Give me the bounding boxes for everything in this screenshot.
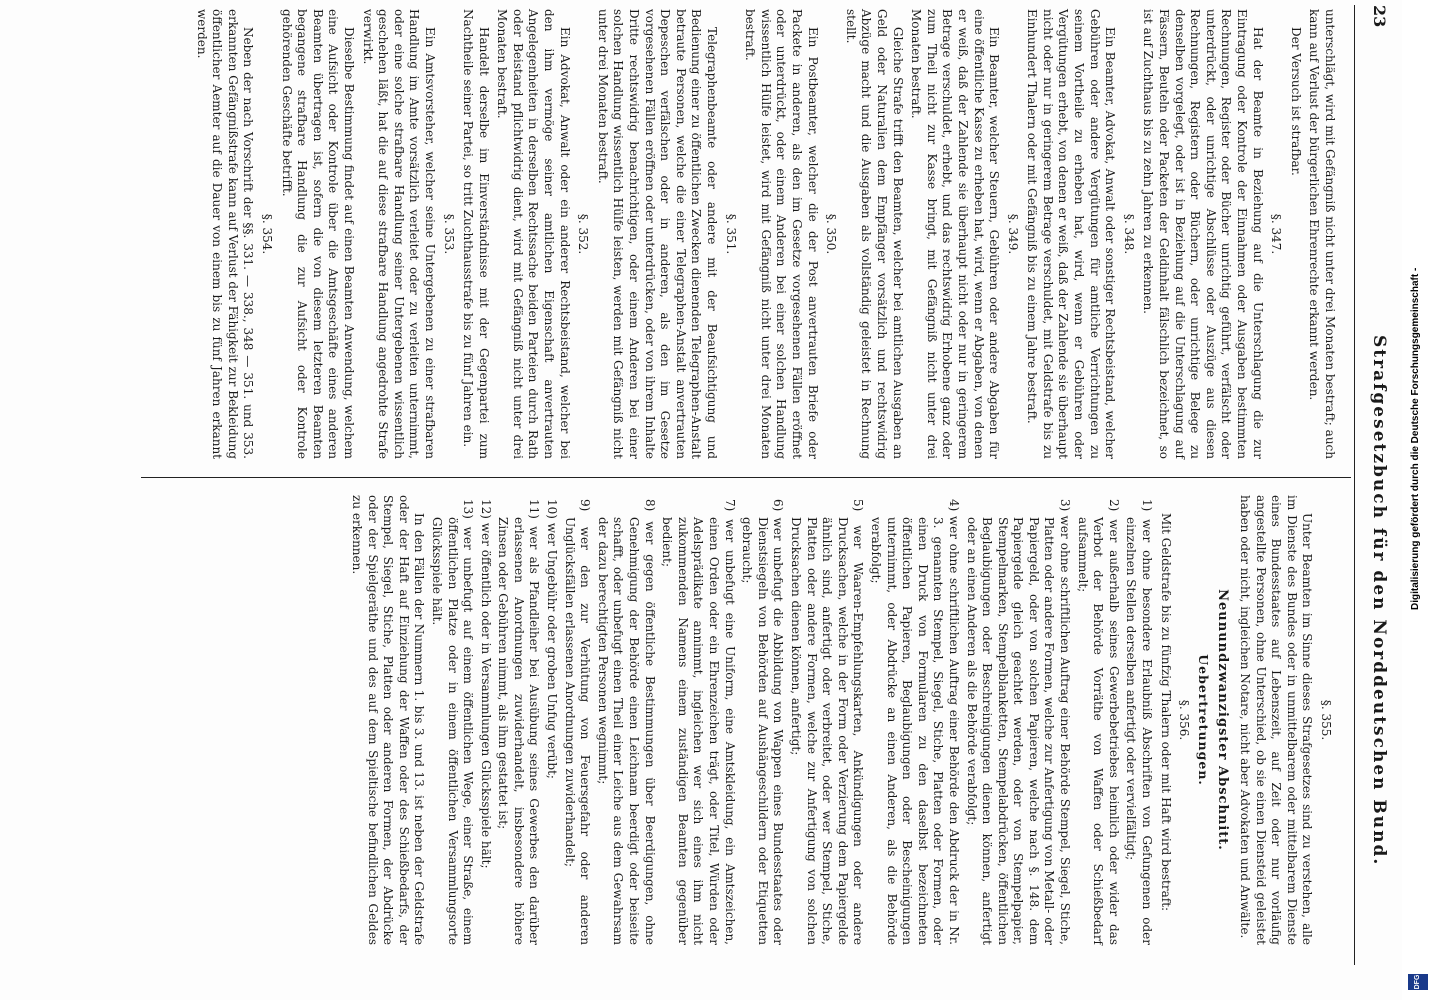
paragraph: Mit Geldstrafe bis zu fünfzig Thalern oder mit Haft wird bestraft: (1158, 513, 1173, 912)
column-divider (141, 477, 1351, 478)
footer-credit: Digitalisierung gefördert durch die Deutsche Forschungsgemeinschaft - (1410, 267, 1421, 610)
list-item: 8) wer gegen öffentliche Bestimmungen über Beerdigungen, ohne Genehmigung der Behörde einen Leichnam beerdigt oder beiseite schafft, oder unbefugt einen Theil einer Leiche aus dem Gewahrsam der dazu berechtigten Personen wegnimmt; (595, 499, 657, 945)
list-item: 13) wer unbefugt auf einem öffentlichen Wege, einer Straße, einem öffentlichen Platze oder in einem öffentlichen Versammlungsorte Glücksspiele hält. (429, 499, 476, 945)
list-item: 4) wer ohne schriftlichen Auftrag einer Behörde den Abdruck der in Nr. 3. genannten Stempel, Siegel, Stiche, Platten oder Formen, oder einen Druck von Formularen zu den daselbst bezeichneten öffentlichen Papieren, Beglaubigungen oder Bescheinigungen unternimmt, oder Abdrücke an einen Anderen, als die Behörde verabfolgt; (868, 499, 961, 945)
section-mark: §. 355. (1319, 699, 1333, 741)
running-title: Strafgesetzbuch für den Norddeutschen Bund. (1369, 335, 1389, 867)
paragraph: Ein Beamter, welcher Steuern, Gebühren oder andere Abgaben für eine öffentliche Kasse zu erheben hat, wird, wenn er Abgaben, von denen er weiß, daß der Zahlende sie überhaupt nicht oder nur in geringerem Betrage verschuldet, erhebt, und das rechtswidrig Erhobene ganz oder zum Theil nicht zur Kasse bringt, mit Gefängniß nicht unter drei Monaten bestraft. (909, 9, 1002, 459)
paragraph: Neben der nach Vorschrift der §§. 331. — 338., 348 — 351. und 353. erkannten Gefängnißstrafe kann auf Verlust der Fähigkeit zur Bekleidung öffentlicher Aemter auf die Dauer von einem bis zu fünf Jahren erkannt werden. (194, 9, 256, 459)
section-mark: §. 351. (723, 213, 738, 255)
list-item: 6) wer unbefugt die Abbildung von Wappen eines Bundesstaates oder Dienstsiegeln von Behörden auf Aushängeschildern oder Etiquetten gebraucht; (740, 499, 786, 945)
paragraph: Ein Beamter, Advokat, Anwalt oder sonstiger Rechtsbeistand, welcher Gebühren oder andere Vergütungen für amtliche Verrichtungen zu seinem Vortheile zu erheben hat, wird, wenn er Gebühren oder Vergütungen erhebt, von denen er weiß, daß der Zahlende sie überhaupt nicht oder nur in geringerem Betrage verschuldet, mit Geldstrafe bis zu Einhundert Thalern oder mit Gefängniß bis zu einem Jahre bestraft. (1025, 9, 1118, 459)
page-header (1349, 5, 1395, 965)
left-text-column (190, 9, 1337, 459)
offense-list (428, 495, 1154, 945)
list-item: 9) wer den zur Verhütung von Feuersgefahr oder anderen Unglücksfällen erlassenen Anordnungen zuwiderhandelt; (562, 499, 593, 945)
header-rule (1354, 5, 1355, 965)
section-mark: §. 350. (824, 213, 839, 255)
list-item: 11) wer als Pfandleiher bei Ausübung seines Gewerbes den darüber erlassenen Anordnungen zuwiderhandelt, insbesondere höhere Zinsen oder Gebühren nimmt, als ihm gestattet ist; (496, 499, 542, 945)
list-item: 2) wer außerhalb seines Gewerbebetriebes heimlich oder wider das Verbot der Behörde Vorräthe von Waffen oder Schießbedarf aufsammelt; (1075, 499, 1121, 945)
dfg-logo: DFG (1408, 974, 1428, 990)
rotated-page-content (105, 5, 1395, 965)
paragraph: Dieselbe Bestimmung findet auf einen Beamten Anwendung, welchem eine Aufsicht oder Kontrole über die Amtsgeschäfte eines anderen Beamten übertragen ist, sofern die von diesem letzteren Beamten begangene strafbare Handlung die zur Aufsicht oder Kontrole gehörenden Geschäfte betrifft. (279, 9, 356, 459)
paragraph: In den Fällen der Nummern 1. bis 3. und 13. ist neben der Geldstrafe oder der Haft auf Einziehung der Waffen oder des Schießbedarfs, der Stempel, Siegel, Stiche, Platten oder anderen Formen, der Abdrücke oder der Spielgeräthe und des auf dem Spieltische befindlichen Geldes zu erkennen. (349, 495, 427, 945)
paragraph: Hat der Beamte in Beziehung auf die Unterschlagung die zur Eintragung oder Kontrole der Einnahmen oder Ausgaben bestimmten Rechnungen, Register oder Bücher unrichtig geführt, verfälscht oder unterdrückt, oder unrichtige Abschlüsse oder Auszüge aus diesen Rechnungen, Registern oder Büchern, oder unrichtige Belege zu denselben vorgelegt, oder ist in Beziehung auf die Unterschlagung auf Fässern, Beuteln oder Packeten der Geldinhalt fälschlich bezeichnet, so ist auf Zuchthaus bis zu zehn Jahren zu erkennen. (1141, 9, 1265, 459)
list-item: 10) wer Ungebühr oder groben Unfug verübt; (545, 499, 560, 779)
paragraph: Ein Postbeamter, welcher die der Post anvertrauten Briefe oder Packete in anderen, als den im Gesetze vorgesehenen Fällen eröffnet oder unterdrückt, oder einem Anderen bei einer solchen Handlung wissentlich Hülfe leistet, wird mit Gefängniß nicht unter drei Monaten bestraft. (743, 9, 820, 459)
paragraph: Unter Beamten im Sinne dieses Strafgesetzes sind zu verstehen, alle im Dienste des Bundes oder in unmittelbarem oder mittelbarem Dienste eines Bundesstaates auf Lebenszeit, auf Zeit oder nur vorläufig angestellte Personen, ohne Unterschied, ob sie einen Diensteid geleistet haben oder nicht, ingleichen Notare, nicht aber Advokaten und Anwälte. (1238, 495, 1315, 945)
paragraph: Telegraphenbeamte oder andere mit der Beaufsichtigung und Bedienung einer zu öffentlichen Zwecken dienenden Telegraphen-Anstalt betraute Personen, welche die einer Telegraphen-Anstalt anvertrauten Depeschen verfälschen oder in anderen, als den im Gesetze vorgesehenen Fällen eröffnen oder unterdrücken, oder von ihrem Inhalte Dritte rechtswidrig benachrichtigen, oder einem Anderen bei einer solchen Handlung wissentlich Hülfe leisten, werden mit Gefängniß nicht unter drei Monaten bestraft. (595, 9, 720, 459)
paragraph: Der Versuch ist strafbar. (1288, 27, 1303, 176)
digitization-footer (1402, 0, 1432, 1000)
paragraph: Ein Advokat, Anwalt oder ein anderer Rechtsbeistand, welcher bei den ihm vermöge seiner amtlichen Eigenschaft anvertrauten Angelegenheiten in derselben Rechtssache beiden Parteien durch Rath oder Beistand pflichtwidrig dient, wird mit Gefängniß nicht unter drei Monaten bestraft. (495, 9, 572, 459)
list-item: 7) wer unbefugt eine Uniform, eine Amtskleidung, ein Amtszeichen, einen Orden oder ein Ehrenzeichen trägt, oder Titel, Würden oder Adelsprädikate annimmt, ingleichen wer sich eines ihm nicht zukommenden Namens einem zuständigen Beamten gegenüber bedient; (660, 499, 737, 945)
list-item: 3) wer ohne schriftlichen Auftrag einer Behörde Stempel, Siegel, Stiche, Platten oder andere Formen, welche zur Anfertigung von Metall- oder Papiergeld, oder von solchen Papieren, welche nach §. 148. dem Papiergelde gleich geachtet werden, oder von Stempelpapier, Stempelmarken, Stempelblanketten, Stempelabdrücken, öffentlichen Beglaubigungen oder Beschreinigungen dienen können, anfertigt oder an einen Anderen als die Behörde verabfolgt; (964, 499, 1073, 945)
list-item: 5) wer Waaren-Empfehlungskarten, Ankündigungen oder andere Drucksachen, welche in der Form oder Verzierung dem Papiergelde ähnlich sind, anfertigt oder verbreitet, oder wer Stempel, Stiche, Platten oder andere Formen, welche zur Anfertigung von solchen Drucksachen dienen können, anfertigt; (789, 499, 866, 945)
section-mark: §. 347. (1269, 213, 1284, 255)
section-mark: §. 353. (441, 213, 456, 255)
page-number: 23 (1370, 5, 1389, 28)
section-mark: §. 348. (1121, 213, 1136, 255)
paragraph: unterschlägt, wird mit Gefängniß nicht unter drei Monaten bestraft; auch kann auf Verlust der bürgerlichen Ehrenrechte erkannt werden. (1307, 9, 1337, 459)
paragraph: Gleiche Strafe trifft den Beamten, welcher bei amtlichen Ausgaben an Geld oder Naturalien dem Empfänger vorsätzlich und rechtswidrig Abzüge macht und die Ausgaben als vollständig geleistet in Rechnung stellt. (843, 9, 905, 459)
section-mark: §. 354. (260, 213, 274, 255)
section-subtitle: Uebertretungen. (1195, 654, 1211, 786)
list-item: 12) wer öffentlich oder in Versammlungen Glücksspiele hält; (478, 499, 493, 869)
paragraph: Ein Amtsvorsteher, welcher seine Untergebenen zu einer strafbaren Handlung im Amte vorsätzlich verleitet oder zu verleiten unternimmt, oder eine solche strafbare Handlung seiner Untergebenen wissentlich geschehen läßt, hat die auf diese strafbare Handlung angedrohte Strafe verwirkt. (360, 9, 437, 459)
section-mark: §. 349. (1005, 213, 1020, 255)
section-title: Neunundzwanzigster Abschnitt. (1215, 589, 1231, 851)
right-text-column (345, 495, 1337, 945)
list-item: 1) wer ohne besondere Erlaubniß Abschriften von Gefungenen oder einzelnen Stellen derselben anfertigt oder vervielfältigt; (1124, 499, 1155, 945)
section-mark: §. 356. (1177, 699, 1192, 741)
section-mark: §. 352. (576, 213, 591, 255)
paragraph: Handelt derselbe im Einverständnisse mit der Gegenpartei zum Nachtheile seiner Partei, so tritt Zuchthausstrafe bis zu fünf Jahren ein. (461, 9, 491, 459)
